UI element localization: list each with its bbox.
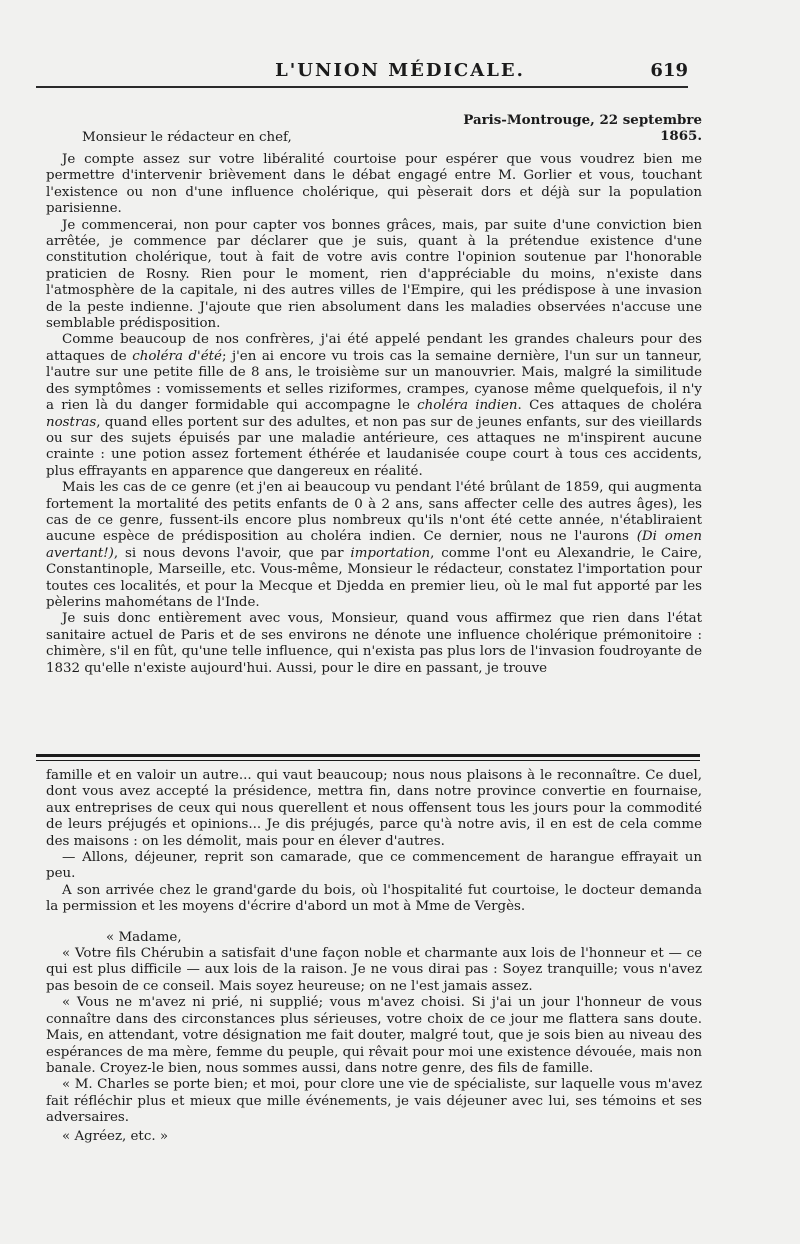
feuilleton-closing: « Agréez, etc. » <box>62 1128 169 1144</box>
feuilleton-divider-thin <box>36 760 700 761</box>
letter-dateline: Paris-Montrouge, 22 septembre 1865. <box>463 112 702 144</box>
running-header-title: L'UNION MÉDICALE. <box>275 60 525 81</box>
feuilleton-divider-thick <box>36 754 700 757</box>
feuilleton-letter-salutation: « Madame, <box>106 929 182 945</box>
letter-paragraph: Je commencerai, non pour capter vos bonnes grâces, mais, par suite d'une conviction bien arrêtée, je commence par déclarer que je suis, quant à la prétendue existence d'une constitution cholérique, tout à fait de votre avis contre l'opinion soutenue par l'honorable praticien de Rosny. Rien pour le moment, rien d'appréciable du moins, n'existe dans l'atmosphère de la capitale, ni des autres villes de l'Empire, qui les prédispose à une invasion de la peste indienne. J'ajoute que rien absolument dans les maladies observées n'accuse une semblable prédisposition. <box>46 217 702 332</box>
feuilleton-body <box>46 768 702 1226</box>
page-number: 619 <box>650 60 688 81</box>
letter-paragraph: Comme beaucoup de nos confrères, j'ai été appelé pendant les grandes chaleurs pour des attaques de choléra d'été; j'en ai encore vu trois cas la semaine dernière, l'un sur un tanneur, l'autre sur une petite fille de 8 ans, le troisième sur un manouvrier. Mais, malgré la similitude des symptômes : vomissements et selles riziformes, crampes, cyanose même quelquefois, il n'y a rien là du danger formidable qui accompagne le choléra indien. Ces attaques de choléra nostras, quand elles portent sur des adultes, et non pas sur de jeunes enfants, sur des vieillards ou sur des sujets épuisés par une maladie antérieure, ces attaques ne m'inspirent aucune crainte : une potion assez fortement éthérée et laudanisée coupe court à tous ces accidents, plus effrayants en apparence que dangereux en réalité. <box>46 332 702 479</box>
letter-paragraph: Je suis donc entièrement avec vous, Monsieur, quand vous affirmez que rien dans l'état sanitaire actuel de Paris et de ses environs ne dénote une influence cholérique prémonitoire : chimère, s'il en fût, qu'une telle influence, qui n'exista pas plus lors de l'invasion foudroyante de 1832 qu'elle n'existe aujourd'hui. Aussi, pour le dire en passant, je trouve <box>46 611 702 676</box>
letter-salutation: Monsieur le rédacteur en chef, <box>82 130 292 145</box>
feuilleton-paragraph: « Vous ne m'avez ni prié, ni supplié; vous m'avez choisi. Si j'ai un jour l'honneur de vous connaître dans des circonstances plus sérieuses, votre choix de ce jour me flattera sans doute. Mais, en attendant, votre désignation me fait douter, malgré tout, que je sois bien au niveau des espérances de ma mère, femme du peuple, qui rêvait pour moi une existence dévouée, mais non banale. Croyez-le bien, nous sommes aussi, dans notre genre, des fils de famille. <box>46 995 702 1076</box>
feuilleton-paragraph: A son arrivée chez le grand'garde du bois, où l'hospitalité fut courtoise, le docteur demanda la permission et les moyens d'écrire d'abord un mot à Mme de Vergès. <box>46 882 702 915</box>
feuilleton-paragraph: « Votre fils Chérubin a satisfait d'une façon noble et charmante aux lois de l'honneur et — ce qui est plus difficile — aux lois de la raison. Je ne vous dirai pas : Soyez tranquille; vous n'avez pas besoin de ce conseil. Mais soyez heureuse; on ne l'est jamais assez. <box>46 946 702 994</box>
letter-body <box>46 152 702 746</box>
feuilleton-paragraph: — Allons, déjeuner, reprit son camarade, que ce commencement de harangue effrayait un peu. <box>46 850 702 882</box>
feuilleton-paragraph: « M. Charles se porte bien; et moi, pour clore une vie de spécialiste, sur laquelle vous m'avez fait réfléchir plus et mieux que mille événements, je vais déjeuner avec lui, ses témoins et ses adversaires. <box>46 1077 702 1126</box>
feuilleton-paragraph: famille et en valoir un autre... qui vaut beaucoup; nous nous plaisons à le reconnaître. Ce duel, dont vous avez accepté la présidence, mettra fin, dans notre province convertie en fournaise, aux entreprises de ceux qui nous querellent et nous offensent tous les jours pour la commodité de leurs préjugés et opinions... Je dis préjugés, parce qu'à notre avis, il en est de cela comme des maisons : on les démolit, mais pour en élever d'autres. <box>46 768 702 849</box>
letter-paragraph: Je compte assez sur votre libéralité courtoise pour espérer que vous voudrez bien me permettre d'intervenir brièvement dans le débat engagé entre M. Gorlier et vous, touchant l'existence ou non d'une influence cholérique, qui pèserait dors et déjà sur la population parisienne. <box>46 152 702 217</box>
letter-paragraph: Mais les cas de ce genre (et j'en ai beaucoup vu pendant l'été brûlant de 1859, qui augmenta fortement la mortalité des petits enfants de 0 à 2 ans, sans affecter celle des autres âges), les cas de ce genre, fussent-ils encore plus nombreux qu'ils n'ont été cette année, n'établiraient aucune espèce de prédisposition au choléra indien. Ce dernier, nous ne l'aurons (Di omen avertant!), si nous devons l'avoir, que par importation, comme l'ont eu Alexandrie, le Caire, Constantinople, Marseille, etc. Vous-même, Monsieur le rédacteur, constatez l'importation pour toutes ces localités, et pour la Mecque et Djedda en premier lieu, où le mal fut apporté par les pèlerins mahométans de l'Inde. <box>46 480 702 610</box>
header-rule <box>36 86 688 88</box>
